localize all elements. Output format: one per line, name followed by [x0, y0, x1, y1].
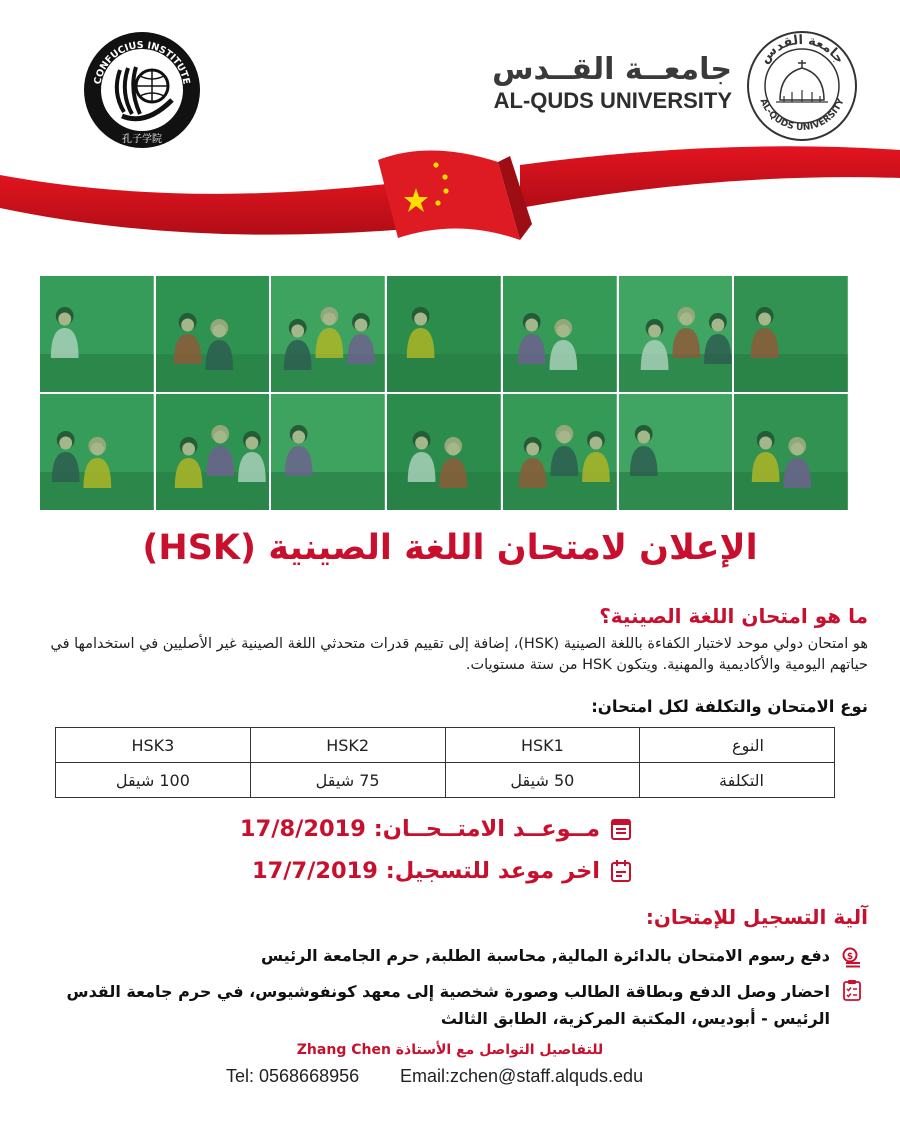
exam-date-text: مــوعــد الامتــحــان: 17/8/2019	[239, 816, 600, 842]
registration-mechanism-heading: آلية التسجيل للإمتحان:	[645, 905, 868, 929]
students-photo-collage	[40, 276, 848, 510]
registration-step	[32, 978, 862, 1032]
page-title: الإعلان لامتحان اللغة الصينية (HSK)	[142, 528, 758, 568]
university-name-english: AL-QUDS UNIVERSITY	[493, 88, 732, 113]
contact-label: للتفاصيل التواصل مع الأستاذة Zhang Chen	[296, 1042, 604, 1058]
contact-phone: Tel: 0568668956	[226, 1066, 360, 1086]
registration-deadline	[252, 858, 632, 884]
photo-tile	[619, 394, 733, 510]
registration-deadline-text: اخر موعد للتسجيل: 17/7/2019	[251, 858, 600, 884]
photo-tile	[734, 276, 848, 392]
photo-tile	[503, 276, 617, 392]
photo-tile	[271, 394, 385, 510]
contact-email: Email:zchen@staff.alquds.edu	[400, 1066, 644, 1086]
photo-tile	[619, 276, 733, 392]
table-cell: 100 شيقل	[56, 763, 251, 798]
photo-tile	[156, 276, 270, 392]
table-cell: 50 شيقل	[445, 763, 640, 798]
calendar-icon	[610, 817, 632, 841]
exam-types-heading: نوع الامتحان والتكلفة لكل امتحان:	[591, 697, 868, 716]
table-cell: HSK2	[250, 728, 445, 763]
registration-step	[261, 946, 862, 969]
what-is-heading: ما هو امتحان اللغة الصينية؟	[599, 604, 868, 628]
table-cell: HSK1	[445, 728, 640, 763]
university-name-arabic: جامعــة القــدس	[492, 52, 732, 87]
confucius-logo-chinese: 孔子学院	[122, 134, 162, 145]
photo-tile	[387, 394, 501, 510]
seal-text-english: AL-QUDS UNIVERSITY	[757, 97, 847, 134]
table-row	[56, 728, 835, 763]
table-row	[56, 763, 835, 798]
photo-tile	[387, 276, 501, 392]
seal-text-arabic: جامعة القدس	[757, 32, 847, 67]
what-is-description: هو امتحان دولي موحد لاختبار الكفاءة باللغة الصينية (HSK)، إضافة إلى تقييم قدرات متحدثي اللغة الصينية غير الأصليين في استخدامها في حياتهم اليومية والأكاديمية والمهنية. ويتكون HSK من ستة مستويات.	[50, 636, 868, 673]
flag-ribbon	[0, 120, 900, 270]
table-cell: التكلفة	[640, 763, 835, 798]
fees-table	[55, 727, 835, 798]
table-cell: HSK3	[56, 728, 251, 763]
calendar-icon	[610, 859, 632, 883]
svg-text:$: $	[846, 952, 854, 962]
photo-tile	[271, 276, 385, 392]
payment-icon	[842, 947, 862, 969]
table-cell: 75 شيقل	[250, 763, 445, 798]
exam-date	[240, 816, 632, 842]
photo-tile	[156, 394, 270, 510]
registration-step-text: احضار وصل الدفع وبطاقة الطالب وصورة شخصية إلى معهد كونفوشيوس، في حرم جامعة القدس الرئيس - أبوديس، المكتبة المركزية، الطابق الثالث	[66, 982, 830, 1028]
confucius-logo-text: CONFUCIUS INSTITUTE	[92, 39, 192, 86]
table-cell: النوع	[640, 728, 835, 763]
photo-tile	[40, 394, 154, 510]
photo-tile	[40, 276, 154, 392]
photo-tile	[734, 394, 848, 510]
clipboard-icon	[842, 979, 862, 1001]
photo-tile	[503, 394, 617, 510]
registration-step-text: دفع رسوم الامتحان بالدائرة المالية, محاسبة الطلبة, حرم الجامعة الرئيس	[260, 946, 830, 965]
